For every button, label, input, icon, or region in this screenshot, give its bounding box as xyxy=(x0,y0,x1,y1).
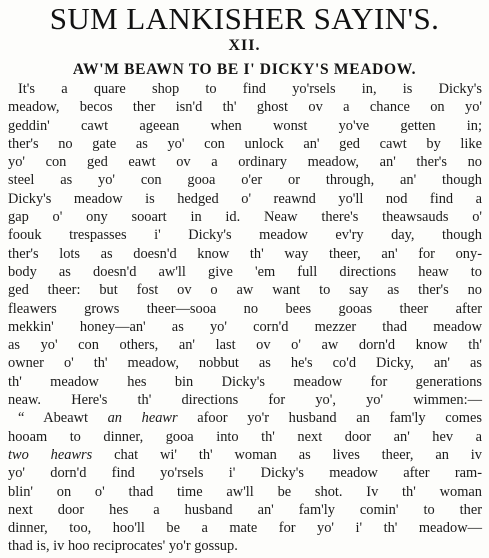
quote-text: chat wi' th' woman as lives theer, an iv xyxy=(92,446,482,463)
body-line: foouk trespasses i' Dicky's meadow ev'ry day, though xyxy=(8,227,482,244)
quote-line: blin' on o' thad time aw'll be shot. Iv th' woman xyxy=(8,483,482,500)
article-body xyxy=(8,80,482,556)
body-line: gap o' ony sooart in id. Neaw there's theawsauds o' xyxy=(8,209,482,226)
article-number: XII. xyxy=(228,37,261,54)
quote-emphasis: an heawr xyxy=(107,410,178,427)
article-subheading: AW'M BEAWN TO BE I' DICKY'S MEADOW. xyxy=(72,61,417,78)
body-line: th' meadow hes bin Dicky's meadow for generations xyxy=(8,373,482,390)
body-line: geddin' cawt ageean when wonst yo've getten in; xyxy=(8,117,482,134)
quote-line: dinner, too, hoo'll be a mate for yo' i' th' meadow— xyxy=(8,520,482,537)
body-line: fleawers grows theer—sooa no bees gooas theer after xyxy=(8,300,482,317)
body-line: It's a quare shop to find yo'rsels in, is Dicky's xyxy=(18,81,482,97)
body-line: ther's no gate as yo' con unlock an' ged cawt by like xyxy=(8,135,482,152)
body-line: body as doesn'd aw'll give 'em full directions heaw to xyxy=(8,263,482,280)
body-line: ged theer: but fost ov o aw want to say as ther's no xyxy=(8,282,482,299)
quote-line xyxy=(8,446,482,464)
quote-open: “ Abeawt xyxy=(18,410,108,427)
body-line: Dicky's meadow is hedged o' reawnd yo'll nod find a xyxy=(8,190,482,207)
quote-line xyxy=(8,409,482,427)
body-line: steel as yo' con gooa o'er or through, an' though xyxy=(8,172,482,189)
article-headline: SUM LANKISHER SAYIN'S. xyxy=(49,1,440,36)
quote-line: next door hes a husband an' fam'ly comin' to ther xyxy=(8,501,482,518)
body-line: ther's lots as doesn'd know th' way theer, an' for ony- xyxy=(8,245,482,262)
quote-line: thad is, iv hoo reciprocates' yo'r gossup. xyxy=(8,538,238,555)
quote-text: afoor yo'r husband an fam'ly comes xyxy=(177,410,482,427)
body-line: as yo' con others, an' last ov o' aw dorn'd know th' xyxy=(8,337,482,354)
body-line: meadow, becos ther isn'd th' ghost ov a chance on yo' xyxy=(8,99,482,116)
body-line: owner o' th' meadow, nobbut as he's co'd Dicky, an' as xyxy=(8,355,482,372)
quote-line: hooam to dinner, gooa into th' next door an' hev a xyxy=(8,428,482,445)
quote-line: yo' dorn'd find yo'rsels i' Dicky's meadow after ram- xyxy=(8,465,482,482)
body-line: neaw. Here's th' directions for yo', yo' wimmen:— xyxy=(8,392,482,409)
quote-emphasis: two heawrs xyxy=(8,446,93,463)
body-line: yo' con ged eawt ov a ordinary meadow, an' ther's no xyxy=(8,154,482,171)
body-line: mekkin' honey—an' as yo' corn'd mezzer thad meadow xyxy=(8,318,482,335)
